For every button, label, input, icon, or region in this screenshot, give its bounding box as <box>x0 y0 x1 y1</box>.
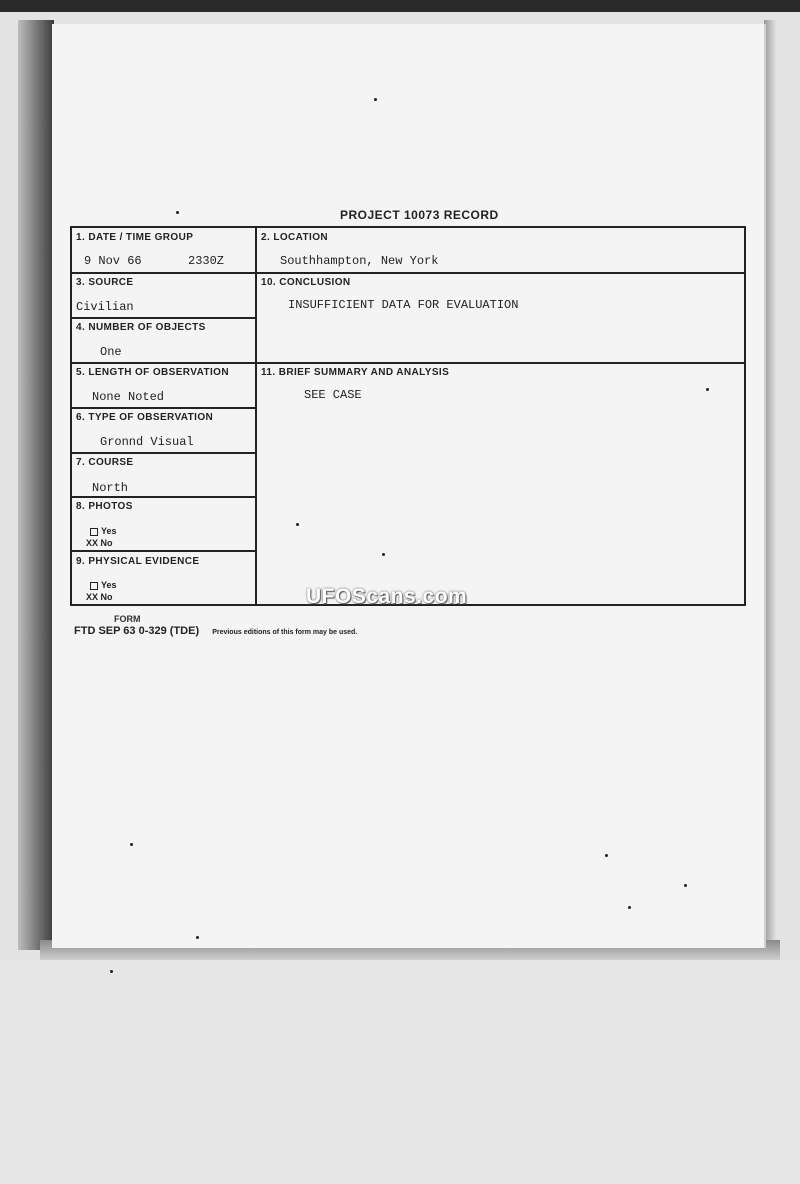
row-divider <box>72 496 255 498</box>
form-word: FORM <box>114 614 141 624</box>
photos-yes-option <box>90 526 117 536</box>
scan-speck <box>605 854 608 857</box>
record-form <box>70 226 746 606</box>
scan-shadow-right <box>764 20 776 950</box>
course-value: North <box>92 481 129 495</box>
row-divider <box>72 407 255 409</box>
row-divider <box>72 550 255 552</box>
checkbox-icon <box>90 528 98 536</box>
number-of-objects-value: One <box>100 345 122 359</box>
scan-speck <box>374 98 377 101</box>
evidence-no-label: No <box>100 592 113 602</box>
scan-speck <box>628 906 631 909</box>
scan-speck <box>130 843 133 846</box>
source-value: Civilian <box>76 300 134 314</box>
watermark: UFOScans.com <box>306 585 468 608</box>
conclusion-value: INSUFFICIENT DATA FOR EVALUATION <box>288 298 519 312</box>
lower-page <box>0 960 800 1184</box>
evidence-no-mark: XX <box>86 592 99 602</box>
row-divider <box>72 272 744 274</box>
evidence-yes-label: Yes <box>101 580 117 590</box>
row-divider <box>72 362 744 364</box>
physical-evidence-label: 9. PHYSICAL EVIDENCE <box>76 556 200 567</box>
row-divider <box>72 317 255 319</box>
form-footer <box>74 625 357 637</box>
length-of-observation-value: None Noted <box>92 390 165 404</box>
type-of-observation-label: 6. TYPE OF OBSERVATION <box>76 412 214 423</box>
form-note: Previous editions of this form may be used. <box>212 629 358 636</box>
photos-label: 8. PHOTOS <box>76 501 133 512</box>
scan-speck <box>296 523 299 526</box>
scan-shadow-left <box>18 20 54 950</box>
photos-no-option <box>86 538 113 548</box>
location-value: Southhampton, New York <box>280 254 439 268</box>
conclusion-label: 10. CONCLUSION <box>261 277 351 288</box>
scan-speck <box>176 211 179 214</box>
photos-no-label: No <box>100 538 113 548</box>
evidence-no-option <box>86 592 113 602</box>
number-of-objects-label: 4. NUMBER OF OBJECTS <box>76 322 206 333</box>
type-of-observation-value: Gronnd Visual <box>100 435 194 449</box>
location-label: 2. LOCATION <box>261 232 328 243</box>
column-divider <box>255 228 257 604</box>
checkbox-icon <box>90 582 98 590</box>
summary-value: SEE CASE <box>304 388 362 402</box>
form-id: FTD SEP 63 0-329 (TDE) <box>74 625 200 637</box>
photos-no-mark: XX <box>86 538 99 548</box>
photos-yes-label: Yes <box>101 526 117 536</box>
scan-speck <box>706 388 709 391</box>
date-value: 9 Nov 66 <box>84 254 142 268</box>
row-divider <box>72 452 255 454</box>
time-value: 2330Z <box>188 254 225 268</box>
length-of-observation-label: 5. LENGTH OF OBSERVATION <box>76 367 229 378</box>
evidence-yes-option <box>90 580 117 590</box>
scan-speck <box>110 970 113 973</box>
scan-speck <box>382 553 385 556</box>
course-label: 7. COURSE <box>76 457 134 468</box>
summary-label: 11. BRIEF SUMMARY AND ANALYSIS <box>261 367 450 378</box>
scan-speck <box>196 936 199 939</box>
form-title: PROJECT 10073 RECORD <box>340 208 499 222</box>
date-time-label: 1. DATE / TIME GROUP <box>76 232 194 243</box>
source-label: 3. SOURCE <box>76 277 134 288</box>
scan-speck <box>684 884 687 887</box>
